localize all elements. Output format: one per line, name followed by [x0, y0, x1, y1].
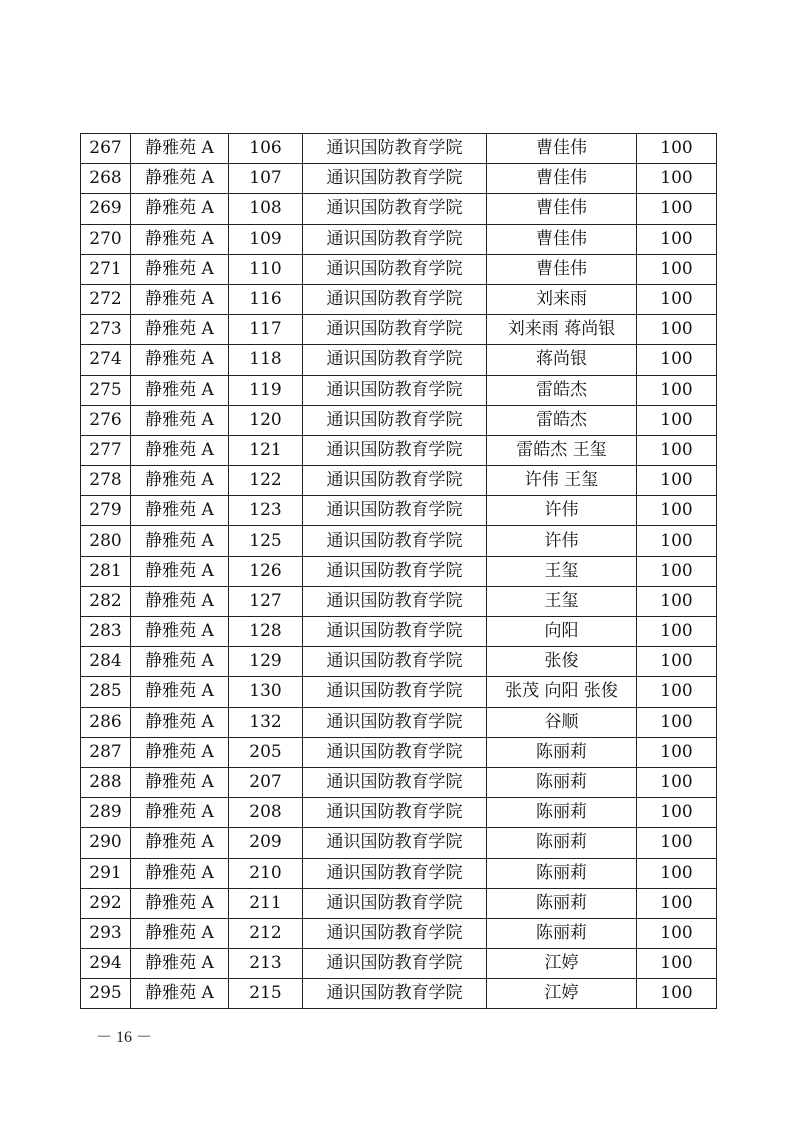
- room-number-cell: 209: [229, 828, 303, 858]
- table-row: [81, 375, 717, 405]
- college-cell: 通识国防教育学院: [303, 556, 487, 586]
- room-number-cell: 130: [229, 677, 303, 707]
- row-number-cell: 289: [81, 798, 131, 828]
- table-row: [81, 918, 717, 948]
- row-number-cell: 274: [81, 345, 131, 375]
- row-number-cell: 295: [81, 979, 131, 1009]
- score-cell: 100: [637, 858, 717, 888]
- row-number-cell: 288: [81, 767, 131, 797]
- score-cell: 100: [637, 435, 717, 465]
- building-cell: 静雅苑 A: [131, 224, 229, 254]
- inspector-names-cell: 陈丽莉: [487, 858, 637, 888]
- score-cell: 100: [637, 224, 717, 254]
- room-number-cell: 210: [229, 858, 303, 888]
- room-number-cell: 128: [229, 617, 303, 647]
- inspector-names-cell: 陈丽莉: [487, 798, 637, 828]
- table-row: [81, 224, 717, 254]
- inspector-names-cell: 陈丽莉: [487, 767, 637, 797]
- inspector-names-cell: 蒋尚银: [487, 345, 637, 375]
- college-cell: 通识国防教育学院: [303, 224, 487, 254]
- inspector-names-cell: 雷皓杰: [487, 405, 637, 435]
- college-cell: 通识国防教育学院: [303, 617, 487, 647]
- score-cell: 100: [637, 405, 717, 435]
- row-number-cell: 281: [81, 556, 131, 586]
- building-cell: 静雅苑 A: [131, 888, 229, 918]
- score-cell: 100: [637, 798, 717, 828]
- room-number-cell: 129: [229, 647, 303, 677]
- row-number-cell: 267: [81, 134, 131, 164]
- room-number-cell: 208: [229, 798, 303, 828]
- college-cell: 通识国防教育学院: [303, 918, 487, 948]
- college-cell: 通识国防教育学院: [303, 858, 487, 888]
- table-row: [81, 617, 717, 647]
- room-number-cell: 120: [229, 405, 303, 435]
- score-cell: 100: [637, 586, 717, 616]
- building-cell: 静雅苑 A: [131, 858, 229, 888]
- row-number-cell: 292: [81, 888, 131, 918]
- college-cell: 通识国防教育学院: [303, 737, 487, 767]
- row-number-cell: 276: [81, 405, 131, 435]
- building-cell: 静雅苑 A: [131, 345, 229, 375]
- college-cell: 通识国防教育学院: [303, 164, 487, 194]
- table-row: [81, 556, 717, 586]
- building-cell: 静雅苑 A: [131, 798, 229, 828]
- table-row: [81, 828, 717, 858]
- room-number-cell: 125: [229, 526, 303, 556]
- score-cell: 100: [637, 496, 717, 526]
- row-number-cell: 294: [81, 949, 131, 979]
- college-cell: 通识国防教育学院: [303, 586, 487, 616]
- room-number-cell: 132: [229, 707, 303, 737]
- room-number-cell: 207: [229, 767, 303, 797]
- college-cell: 通识国防教育学院: [303, 979, 487, 1009]
- room-number-cell: 121: [229, 435, 303, 465]
- building-cell: 静雅苑 A: [131, 647, 229, 677]
- inspector-names-cell: 雷皓杰: [487, 375, 637, 405]
- row-number-cell: 273: [81, 315, 131, 345]
- building-cell: 静雅苑 A: [131, 134, 229, 164]
- building-cell: 静雅苑 A: [131, 375, 229, 405]
- inspector-names-cell: 曹佳伟: [487, 254, 637, 284]
- inspector-names-cell: 陈丽莉: [487, 918, 637, 948]
- room-number-cell: 126: [229, 556, 303, 586]
- building-cell: 静雅苑 A: [131, 949, 229, 979]
- building-cell: 静雅苑 A: [131, 707, 229, 737]
- room-number-cell: 118: [229, 345, 303, 375]
- inspector-names-cell: 张茂 向阳 张俊: [487, 677, 637, 707]
- row-number-cell: 278: [81, 466, 131, 496]
- table-row: [81, 254, 717, 284]
- college-cell: 通识国防教育学院: [303, 828, 487, 858]
- building-cell: 静雅苑 A: [131, 496, 229, 526]
- room-number-cell: 215: [229, 979, 303, 1009]
- score-cell: 100: [637, 315, 717, 345]
- row-number-cell: 287: [81, 737, 131, 767]
- score-cell: 100: [637, 767, 717, 797]
- room-number-cell: 117: [229, 315, 303, 345]
- college-cell: 通识国防教育学院: [303, 888, 487, 918]
- row-number-cell: 285: [81, 677, 131, 707]
- table-row: [81, 949, 717, 979]
- row-number-cell: 293: [81, 918, 131, 948]
- college-cell: 通识国防教育学院: [303, 284, 487, 314]
- table-row: [81, 586, 717, 616]
- college-cell: 通识国防教育学院: [303, 677, 487, 707]
- row-number-cell: 282: [81, 586, 131, 616]
- building-cell: 静雅苑 A: [131, 194, 229, 224]
- row-number-cell: 268: [81, 164, 131, 194]
- college-cell: 通识国防教育学院: [303, 315, 487, 345]
- score-cell: 100: [637, 677, 717, 707]
- table-row: [81, 798, 717, 828]
- score-cell: 100: [637, 526, 717, 556]
- inspector-names-cell: 曹佳伟: [487, 134, 637, 164]
- room-number-cell: 123: [229, 496, 303, 526]
- table-row: [81, 134, 717, 164]
- table-row: [81, 707, 717, 737]
- building-cell: 静雅苑 A: [131, 828, 229, 858]
- inspector-names-cell: 雷皓杰 王玺: [487, 435, 637, 465]
- row-number-cell: 277: [81, 435, 131, 465]
- inspector-names-cell: 陈丽莉: [487, 888, 637, 918]
- inspector-names-cell: 江婷: [487, 979, 637, 1009]
- score-cell: 100: [637, 254, 717, 284]
- building-cell: 静雅苑 A: [131, 254, 229, 284]
- college-cell: 通识国防教育学院: [303, 466, 487, 496]
- table-row: [81, 405, 717, 435]
- inspector-names-cell: 曹佳伟: [487, 224, 637, 254]
- score-cell: 100: [637, 556, 717, 586]
- inspector-names-cell: 王玺: [487, 556, 637, 586]
- table-row: [81, 284, 717, 314]
- score-cell: 100: [637, 164, 717, 194]
- building-cell: 静雅苑 A: [131, 617, 229, 647]
- row-number-cell: 284: [81, 647, 131, 677]
- table-body: [81, 134, 717, 1009]
- row-number-cell: 290: [81, 828, 131, 858]
- score-cell: 100: [637, 194, 717, 224]
- building-cell: 静雅苑 A: [131, 405, 229, 435]
- college-cell: 通识国防教育学院: [303, 134, 487, 164]
- score-cell: 100: [637, 466, 717, 496]
- building-cell: 静雅苑 A: [131, 466, 229, 496]
- score-cell: 100: [637, 979, 717, 1009]
- score-cell: 100: [637, 375, 717, 405]
- score-cell: 100: [637, 617, 717, 647]
- building-cell: 静雅苑 A: [131, 315, 229, 345]
- room-number-cell: 211: [229, 888, 303, 918]
- building-cell: 静雅苑 A: [131, 526, 229, 556]
- building-cell: 静雅苑 A: [131, 979, 229, 1009]
- table-row: [81, 979, 717, 1009]
- college-cell: 通识国防教育学院: [303, 254, 487, 284]
- building-cell: 静雅苑 A: [131, 677, 229, 707]
- inspector-names-cell: 曹佳伟: [487, 194, 637, 224]
- room-number-cell: 205: [229, 737, 303, 767]
- table-row: [81, 466, 717, 496]
- row-number-cell: 269: [81, 194, 131, 224]
- inspector-names-cell: 刘来雨: [487, 284, 637, 314]
- college-cell: 通识国防教育学院: [303, 707, 487, 737]
- college-cell: 通识国防教育学院: [303, 375, 487, 405]
- table-row: [81, 767, 717, 797]
- inspector-names-cell: 陈丽莉: [487, 737, 637, 767]
- row-number-cell: 279: [81, 496, 131, 526]
- table-row: [81, 164, 717, 194]
- score-cell: 100: [637, 134, 717, 164]
- inspector-names-cell: 许伟: [487, 496, 637, 526]
- building-cell: 静雅苑 A: [131, 284, 229, 314]
- room-number-cell: 213: [229, 949, 303, 979]
- college-cell: 通识国防教育学院: [303, 767, 487, 797]
- room-number-cell: 116: [229, 284, 303, 314]
- inspector-names-cell: 王玺: [487, 586, 637, 616]
- row-number-cell: 286: [81, 707, 131, 737]
- table-row: [81, 858, 717, 888]
- row-number-cell: 270: [81, 224, 131, 254]
- score-cell: 100: [637, 707, 717, 737]
- inspector-names-cell: 江婷: [487, 949, 637, 979]
- room-number-cell: 110: [229, 254, 303, 284]
- college-cell: 通识国防教育学院: [303, 345, 487, 375]
- building-cell: 静雅苑 A: [131, 918, 229, 948]
- table-row: [81, 647, 717, 677]
- inspector-names-cell: 陈丽莉: [487, 828, 637, 858]
- table-row: [81, 496, 717, 526]
- score-cell: 100: [637, 737, 717, 767]
- inspector-names-cell: 向阳: [487, 617, 637, 647]
- college-cell: 通识国防教育学院: [303, 496, 487, 526]
- room-number-cell: 119: [229, 375, 303, 405]
- college-cell: 通识国防教育学院: [303, 405, 487, 435]
- inspector-names-cell: 许伟: [487, 526, 637, 556]
- college-cell: 通识国防教育学院: [303, 949, 487, 979]
- building-cell: 静雅苑 A: [131, 737, 229, 767]
- room-number-cell: 127: [229, 586, 303, 616]
- inspector-names-cell: 谷顺: [487, 707, 637, 737]
- row-number-cell: 291: [81, 858, 131, 888]
- inspector-names-cell: 许伟 王玺: [487, 466, 637, 496]
- table-row: [81, 194, 717, 224]
- room-number-cell: 108: [229, 194, 303, 224]
- row-number-cell: 283: [81, 617, 131, 647]
- building-cell: 静雅苑 A: [131, 435, 229, 465]
- college-cell: 通识国防教育学院: [303, 526, 487, 556]
- table-row: [81, 888, 717, 918]
- table-row: [81, 315, 717, 345]
- inspector-names-cell: 张俊: [487, 647, 637, 677]
- table-row: [81, 737, 717, 767]
- table-row: [81, 345, 717, 375]
- table-row: [81, 435, 717, 465]
- table-row: [81, 526, 717, 556]
- score-cell: 100: [637, 888, 717, 918]
- score-cell: 100: [637, 647, 717, 677]
- inspector-names-cell: 曹佳伟: [487, 164, 637, 194]
- building-cell: 静雅苑 A: [131, 164, 229, 194]
- building-cell: 静雅苑 A: [131, 767, 229, 797]
- room-number-cell: 212: [229, 918, 303, 948]
- college-cell: 通识国防教育学院: [303, 798, 487, 828]
- row-number-cell: 272: [81, 284, 131, 314]
- score-cell: 100: [637, 284, 717, 314]
- row-number-cell: 271: [81, 254, 131, 284]
- college-cell: 通识国防教育学院: [303, 435, 487, 465]
- row-number-cell: 280: [81, 526, 131, 556]
- inspector-names-cell: 刘来雨 蒋尚银: [487, 315, 637, 345]
- building-cell: 静雅苑 A: [131, 586, 229, 616]
- college-cell: 通识国防教育学院: [303, 647, 487, 677]
- room-number-cell: 107: [229, 164, 303, 194]
- score-cell: 100: [637, 345, 717, 375]
- score-cell: 100: [637, 918, 717, 948]
- table-row: [81, 677, 717, 707]
- room-number-cell: 122: [229, 466, 303, 496]
- page-number: － 16 －: [96, 1029, 153, 1046]
- room-number-cell: 109: [229, 224, 303, 254]
- score-cell: 100: [637, 949, 717, 979]
- row-number-cell: 275: [81, 375, 131, 405]
- building-cell: 静雅苑 A: [131, 556, 229, 586]
- score-cell: 100: [637, 828, 717, 858]
- inspection-table: [80, 133, 717, 1009]
- room-number-cell: 106: [229, 134, 303, 164]
- college-cell: 通识国防教育学院: [303, 194, 487, 224]
